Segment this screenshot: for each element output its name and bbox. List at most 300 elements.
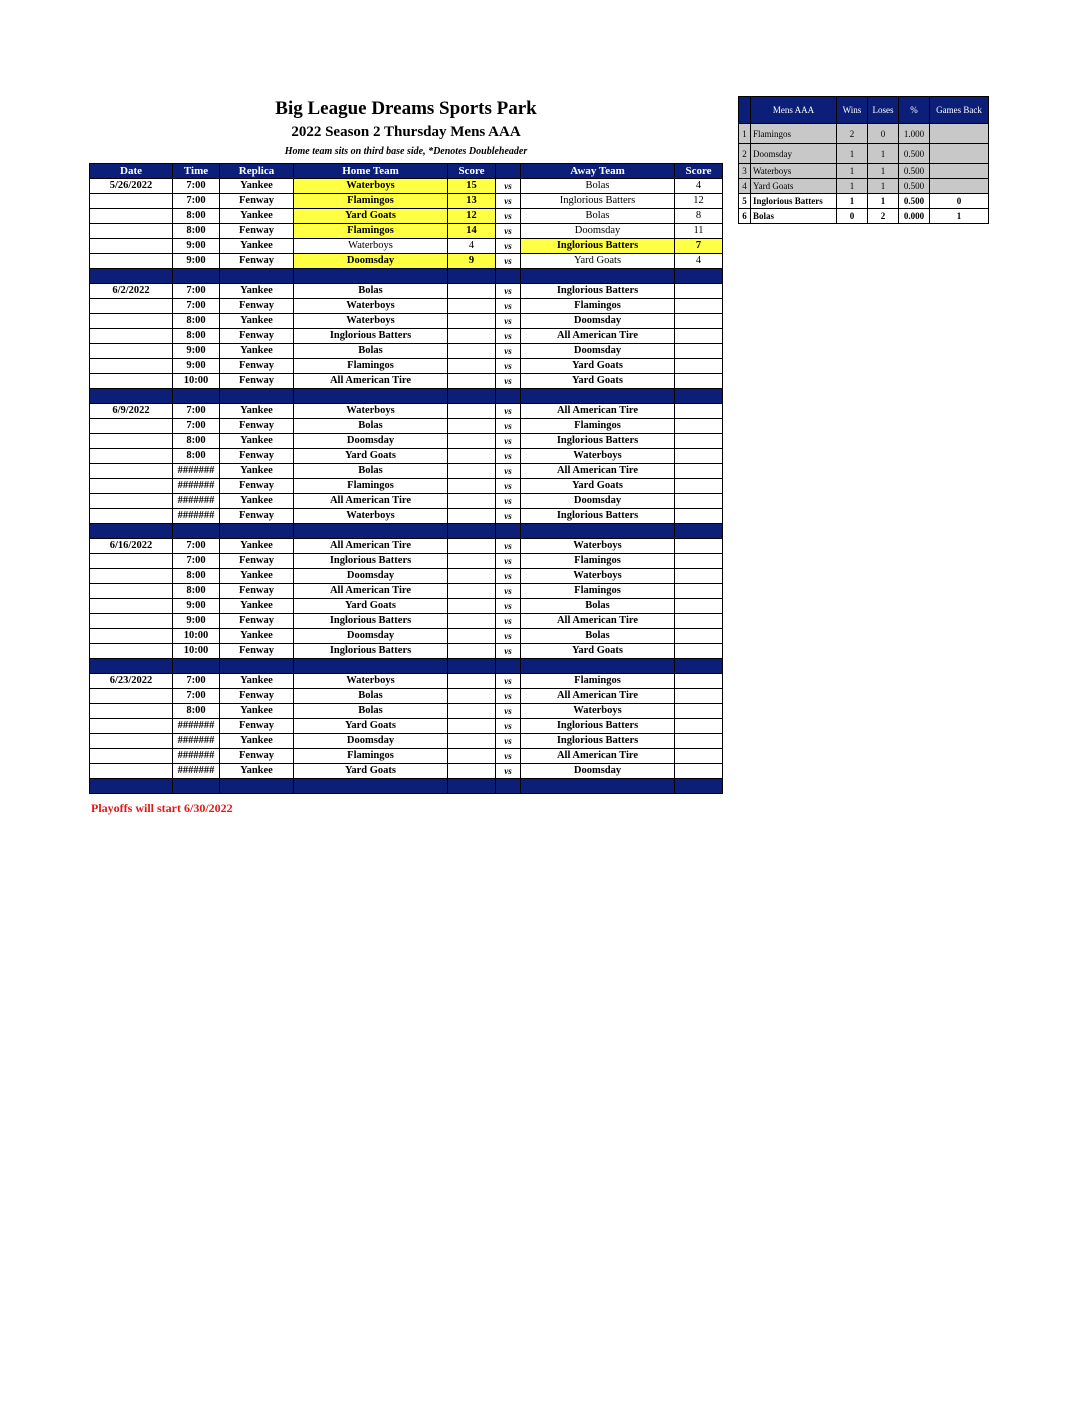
home-score (448, 344, 496, 359)
game-time: ####### (173, 749, 220, 764)
game-date (90, 584, 173, 599)
game-time: 9:00 (173, 359, 220, 374)
separator-cell (521, 389, 675, 404)
separator-cell (220, 269, 294, 284)
game-time: 10:00 (173, 629, 220, 644)
game-date: 6/23/2022 (90, 674, 173, 689)
away-score (675, 284, 723, 299)
separator-cell (496, 389, 521, 404)
separator-cell (220, 779, 294, 794)
game-replica: Fenway (220, 644, 294, 659)
game-row (90, 689, 723, 704)
vs-label: vs (496, 224, 521, 239)
away-score: 11 (675, 224, 723, 239)
col-vs (496, 164, 521, 179)
col-date: Date (90, 164, 173, 179)
away-score (675, 569, 723, 584)
vs-label: vs (496, 569, 521, 584)
vs-label: vs (496, 239, 521, 254)
standings-loses: 1 (868, 194, 899, 209)
home-score (448, 539, 496, 554)
schedule-table (89, 163, 723, 794)
away-team: Yard Goats (521, 374, 675, 389)
separator-cell (496, 659, 521, 674)
game-time: 7:00 (173, 689, 220, 704)
standings-loses: 1 (868, 164, 899, 179)
standings-rank: 2 (739, 144, 751, 164)
home-team: Bolas (294, 689, 448, 704)
home-score (448, 764, 496, 779)
game-date (90, 224, 173, 239)
game-row (90, 479, 723, 494)
separator-cell (496, 779, 521, 794)
home-team: Bolas (294, 344, 448, 359)
home-team: Inglorious Batters (294, 329, 448, 344)
vs-label: vs (496, 719, 521, 734)
away-team: Bolas (521, 599, 675, 614)
away-score (675, 704, 723, 719)
page-title: Big League Dreams Sports Park (275, 98, 537, 119)
home-score (448, 674, 496, 689)
standings-pct: 1.000 (899, 124, 930, 144)
away-team: Yard Goats (521, 359, 675, 374)
home-score (448, 449, 496, 464)
separator-cell (173, 779, 220, 794)
separator-cell (675, 389, 723, 404)
game-time: ####### (173, 464, 220, 479)
vs-label: vs (496, 209, 521, 224)
game-replica: Yankee (220, 434, 294, 449)
standings-games-back (930, 144, 989, 164)
game-row (90, 749, 723, 764)
game-date (90, 734, 173, 749)
home-score: 13 (448, 194, 496, 209)
standings-wins: 2 (837, 124, 868, 144)
game-row (90, 629, 723, 644)
standings-col-team: Mens AAA (751, 97, 837, 124)
away-team: Bolas (521, 209, 675, 224)
game-time: 7:00 (173, 284, 220, 299)
home-team: Bolas (294, 419, 448, 434)
away-score: 12 (675, 194, 723, 209)
week-separator (90, 389, 723, 404)
home-team: All American Tire (294, 539, 448, 554)
separator-cell (294, 389, 448, 404)
standings-games-back: 0 (930, 194, 989, 209)
game-date (90, 434, 173, 449)
away-team: Waterboys (521, 539, 675, 554)
game-replica: Fenway (220, 719, 294, 734)
home-team: Flamingos (294, 359, 448, 374)
home-team: Yard Goats (294, 209, 448, 224)
standings-body (739, 124, 989, 224)
standings-pct: 0.500 (899, 179, 930, 194)
home-score (448, 599, 496, 614)
home-team: All American Tire (294, 374, 448, 389)
away-team: Flamingos (521, 299, 675, 314)
game-replica: Fenway (220, 614, 294, 629)
home-team: Bolas (294, 704, 448, 719)
standings-rank: 6 (739, 209, 751, 224)
home-score (448, 584, 496, 599)
game-row (90, 674, 723, 689)
game-date (90, 629, 173, 644)
home-team: Waterboys (294, 239, 448, 254)
game-replica: Fenway (220, 584, 294, 599)
home-team: All American Tire (294, 494, 448, 509)
separator-cell (173, 524, 220, 539)
separator-cell (675, 524, 723, 539)
away-score (675, 764, 723, 779)
game-row (90, 179, 723, 194)
game-time: 7:00 (173, 674, 220, 689)
away-team: Inglorious Batters (521, 284, 675, 299)
standings-col-loses: Loses (868, 97, 899, 124)
game-row (90, 734, 723, 749)
standings-col-games-back: Games Back (930, 97, 989, 124)
home-score (448, 614, 496, 629)
vs-label: vs (496, 689, 521, 704)
home-team: Waterboys (294, 314, 448, 329)
separator-cell (90, 269, 173, 284)
game-date (90, 254, 173, 269)
game-time: 8:00 (173, 224, 220, 239)
separator-cell (173, 389, 220, 404)
game-replica: Fenway (220, 749, 294, 764)
home-team: Waterboys (294, 179, 448, 194)
vs-label: vs (496, 554, 521, 569)
standings-col-wins: Wins (837, 97, 868, 124)
away-score (675, 434, 723, 449)
away-score: 4 (675, 179, 723, 194)
game-replica: Yankee (220, 179, 294, 194)
standings-loses: 2 (868, 209, 899, 224)
separator-cell (448, 524, 496, 539)
game-row (90, 569, 723, 584)
game-row (90, 704, 723, 719)
standings-games-back: 1 (930, 209, 989, 224)
home-team: Yard Goats (294, 719, 448, 734)
game-row (90, 284, 723, 299)
home-team: Bolas (294, 284, 448, 299)
home-team: Yard Goats (294, 449, 448, 464)
away-score (675, 464, 723, 479)
game-time: 8:00 (173, 569, 220, 584)
standings-wins: 1 (837, 144, 868, 164)
game-replica: Yankee (220, 674, 294, 689)
away-score (675, 404, 723, 419)
standings-loses: 1 (868, 144, 899, 164)
home-score (448, 554, 496, 569)
game-row (90, 299, 723, 314)
game-time: 9:00 (173, 344, 220, 359)
standings-header-row (739, 97, 989, 124)
game-row (90, 209, 723, 224)
game-time: ####### (173, 509, 220, 524)
away-team: Flamingos (521, 584, 675, 599)
home-score (448, 479, 496, 494)
game-time: 9:00 (173, 599, 220, 614)
vs-label: vs (496, 179, 521, 194)
home-score (448, 734, 496, 749)
game-row (90, 419, 723, 434)
away-score (675, 299, 723, 314)
vs-label: vs (496, 344, 521, 359)
vs-label: vs (496, 299, 521, 314)
game-replica: Yankee (220, 404, 294, 419)
away-score (675, 419, 723, 434)
separator-cell (294, 269, 448, 284)
away-team: Yard Goats (521, 479, 675, 494)
away-score (675, 674, 723, 689)
standings-games-back (930, 164, 989, 179)
schedule-header-row (90, 164, 723, 179)
away-team: All American Tire (521, 689, 675, 704)
game-time: 7:00 (173, 404, 220, 419)
home-team: All American Tire (294, 584, 448, 599)
vs-label: vs (496, 614, 521, 629)
away-score (675, 689, 723, 704)
separator-cell (521, 269, 675, 284)
home-team: Bolas (294, 464, 448, 479)
away-team: Bolas (521, 629, 675, 644)
home-team: Waterboys (294, 509, 448, 524)
game-replica: Yankee (220, 284, 294, 299)
game-time: 7:00 (173, 299, 220, 314)
away-score (675, 629, 723, 644)
game-date (90, 329, 173, 344)
home-score (448, 419, 496, 434)
game-time: 7:00 (173, 194, 220, 209)
game-time: 7:00 (173, 554, 220, 569)
game-time: 10:00 (173, 374, 220, 389)
separator-cell (675, 779, 723, 794)
game-time: 8:00 (173, 434, 220, 449)
away-team: Inglorious Batters (521, 719, 675, 734)
game-replica: Yankee (220, 464, 294, 479)
standings-team: Doomsday (751, 144, 837, 164)
game-row (90, 539, 723, 554)
away-score (675, 494, 723, 509)
game-time: ####### (173, 764, 220, 779)
game-row (90, 599, 723, 614)
vs-label: vs (496, 434, 521, 449)
vs-label: vs (496, 599, 521, 614)
vs-label: vs (496, 479, 521, 494)
away-team: Doomsday (521, 224, 675, 239)
away-team: Bolas (521, 179, 675, 194)
standings-games-back (930, 124, 989, 144)
game-date (90, 374, 173, 389)
home-team: Flamingos (294, 224, 448, 239)
week-separator (90, 524, 723, 539)
game-time: ####### (173, 734, 220, 749)
game-replica: Yankee (220, 494, 294, 509)
separator-cell (521, 659, 675, 674)
home-score: 12 (448, 209, 496, 224)
away-team: Flamingos (521, 554, 675, 569)
away-score (675, 644, 723, 659)
standings-rank: 4 (739, 179, 751, 194)
away-score (675, 479, 723, 494)
separator-cell (173, 659, 220, 674)
game-date (90, 749, 173, 764)
game-row (90, 449, 723, 464)
game-date (90, 569, 173, 584)
home-score: 4 (448, 239, 496, 254)
vs-label: vs (496, 629, 521, 644)
vs-label: vs (496, 419, 521, 434)
game-time: 8:00 (173, 449, 220, 464)
home-score (448, 704, 496, 719)
standings-wins: 1 (837, 164, 868, 179)
home-team: Yard Goats (294, 599, 448, 614)
home-team: Inglorious Batters (294, 554, 448, 569)
away-score (675, 614, 723, 629)
page-subtitle: 2022 Season 2 Thursday Mens AAA (291, 124, 521, 140)
away-team: Yard Goats (521, 644, 675, 659)
standings-col-pct: % (899, 97, 930, 124)
game-time: 8:00 (173, 209, 220, 224)
game-date (90, 554, 173, 569)
separator-cell (521, 779, 675, 794)
game-time: 8:00 (173, 314, 220, 329)
game-row (90, 554, 723, 569)
home-team: Flamingos (294, 194, 448, 209)
game-time: 7:00 (173, 179, 220, 194)
schedule-body (90, 179, 723, 794)
vs-label: vs (496, 359, 521, 374)
game-time: 10:00 (173, 644, 220, 659)
game-date (90, 479, 173, 494)
away-team: Flamingos (521, 419, 675, 434)
game-date (90, 614, 173, 629)
standings-row (739, 209, 989, 224)
standings-pct: 0.500 (899, 194, 930, 209)
away-team: All American Tire (521, 329, 675, 344)
home-score (448, 569, 496, 584)
vs-label: vs (496, 404, 521, 419)
home-score (448, 434, 496, 449)
game-time: ####### (173, 719, 220, 734)
game-replica: Fenway (220, 479, 294, 494)
home-score (448, 629, 496, 644)
game-date: 6/16/2022 (90, 539, 173, 554)
game-replica: Yankee (220, 539, 294, 554)
game-date (90, 644, 173, 659)
game-date (90, 494, 173, 509)
away-score (675, 449, 723, 464)
game-replica: Fenway (220, 299, 294, 314)
home-score (448, 374, 496, 389)
home-team: Doomsday (294, 629, 448, 644)
game-row (90, 224, 723, 239)
game-time: ####### (173, 479, 220, 494)
separator-cell (220, 524, 294, 539)
game-replica: Yankee (220, 734, 294, 749)
game-date (90, 509, 173, 524)
away-team: Doomsday (521, 314, 675, 329)
away-team: Doomsday (521, 764, 675, 779)
home-team: Flamingos (294, 479, 448, 494)
standings-col-rank (739, 97, 751, 124)
standings-rank: 3 (739, 164, 751, 179)
vs-label: vs (496, 494, 521, 509)
col-away-team: Away Team (521, 164, 675, 179)
standings-loses: 1 (868, 179, 899, 194)
home-score (448, 299, 496, 314)
game-row (90, 194, 723, 209)
game-date (90, 209, 173, 224)
game-date (90, 419, 173, 434)
game-time: 9:00 (173, 614, 220, 629)
vs-label: vs (496, 254, 521, 269)
game-row (90, 644, 723, 659)
game-row (90, 434, 723, 449)
away-team: Waterboys (521, 704, 675, 719)
col-away-score: Score (675, 164, 723, 179)
away-score (675, 329, 723, 344)
home-score: 9 (448, 254, 496, 269)
vs-label: vs (496, 329, 521, 344)
away-score (675, 509, 723, 524)
separator-cell (675, 269, 723, 284)
vs-label: vs (496, 539, 521, 554)
game-row (90, 329, 723, 344)
away-team: Inglorious Batters (521, 434, 675, 449)
game-date: 5/26/2022 (90, 179, 173, 194)
away-team: All American Tire (521, 464, 675, 479)
game-time: 8:00 (173, 704, 220, 719)
col-home-team: Home Team (294, 164, 448, 179)
home-team: Doomsday (294, 734, 448, 749)
game-replica: Fenway (220, 374, 294, 389)
game-replica: Yankee (220, 314, 294, 329)
standings-wins: 0 (837, 209, 868, 224)
home-score (448, 719, 496, 734)
separator-cell (448, 389, 496, 404)
playoffs-note: Playoffs will start 6/30/2022 (91, 801, 233, 815)
game-date (90, 194, 173, 209)
away-score (675, 599, 723, 614)
game-date (90, 704, 173, 719)
separator-cell (521, 524, 675, 539)
week-separator (90, 779, 723, 794)
game-date (90, 359, 173, 374)
home-team: Waterboys (294, 299, 448, 314)
game-date (90, 464, 173, 479)
game-replica: Fenway (220, 554, 294, 569)
standings-pct: 0.500 (899, 164, 930, 179)
home-score (448, 464, 496, 479)
away-score (675, 584, 723, 599)
home-score (448, 404, 496, 419)
game-replica: Yankee (220, 764, 294, 779)
away-score (675, 344, 723, 359)
game-date (90, 314, 173, 329)
away-team: Waterboys (521, 569, 675, 584)
standings-pct: 0.000 (899, 209, 930, 224)
standings-wins: 1 (837, 179, 868, 194)
page-note: Home team sits on third base side, *Denotes Doubleheader (284, 146, 528, 157)
separator-cell (448, 779, 496, 794)
standings-table (738, 96, 989, 224)
standings-row (739, 179, 989, 194)
standings-wins: 1 (837, 194, 868, 209)
away-score (675, 359, 723, 374)
home-score (448, 284, 496, 299)
separator-cell (294, 779, 448, 794)
